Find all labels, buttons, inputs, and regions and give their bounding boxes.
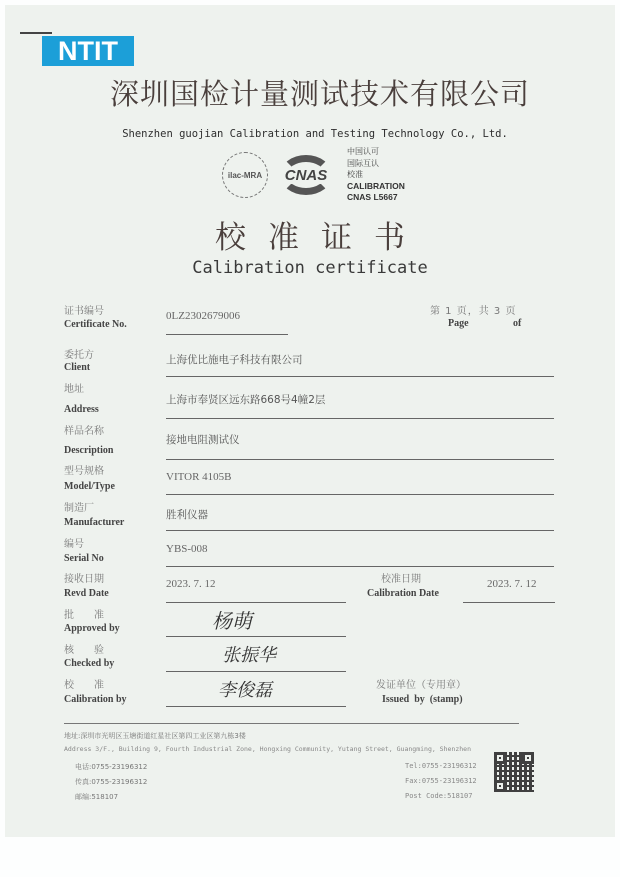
label-cn: 校准日期 [381, 574, 421, 585]
footer-post-cn: 邮编:518107 [75, 793, 119, 801]
ilac-mra-logo-icon [222, 152, 268, 198]
serial-value: YBS-008 [166, 543, 208, 555]
accr-line: 国际互认 [347, 158, 379, 168]
company-name-cn: 深圳国检计量测试技术有限公司 [109, 77, 530, 111]
underline [166, 334, 288, 335]
footer-tel-cn: 电话:0755-23196312 [75, 763, 148, 771]
label-en: Description [64, 445, 114, 456]
of-label: of [513, 318, 522, 329]
model-value: VITOR 4105B [166, 471, 232, 483]
underline [463, 602, 555, 603]
ilac-label: ilac-MRA [227, 170, 263, 180]
underline [166, 671, 346, 672]
label-en: Certificate No. [64, 319, 127, 330]
label-cn: 核 验 [64, 645, 104, 656]
label-cn: 地址 [64, 384, 84, 395]
accreditation-info [347, 146, 405, 204]
qr-finder [494, 752, 506, 764]
label-en: Approved by [64, 623, 120, 634]
qr-finder [494, 780, 506, 792]
footer-address-cn: 地址:深圳市光明区玉塘街道红星社区第四工业区第九栋3楼 [64, 732, 246, 740]
footer-divider [64, 723, 519, 724]
footer-tel-en: Tel:0755-23196312 [405, 762, 477, 770]
footer-fax-cn: 传真:0755-23196312 [75, 778, 148, 786]
underline [166, 566, 554, 567]
label-en: Serial No [64, 553, 104, 564]
accr-line: 中国认可 [347, 147, 379, 156]
label-cn: 型号规格 [64, 466, 104, 477]
label-en: Revd Date [64, 588, 109, 599]
underline [166, 376, 554, 377]
pen-mark [20, 32, 52, 34]
label-en: Calibration Date [367, 588, 439, 599]
footer-fax-en: Fax:0755-23196312 [405, 777, 477, 785]
label-cn: 编号 [64, 539, 84, 550]
title-cn: 校准证书 [215, 220, 427, 256]
stamp-label-cn: 发证单位（专用章） [376, 680, 466, 691]
label-cn: 证书编号 [64, 306, 104, 317]
underline [166, 636, 346, 637]
manufacturer-value: 胜利仪器 [166, 509, 208, 521]
footer-address-en: Address 3/F., Building 9, Fourth Industrial Zone, Hongxing Community, Yutang Street, Guangming, Shenzhen [64, 745, 471, 753]
label-cn: 委托方 [64, 350, 94, 361]
underline [166, 494, 554, 495]
qr-finder [522, 752, 534, 764]
accr-cnas-number: CNAS L5667 [347, 192, 398, 202]
label-en: Manufacturer [64, 517, 125, 528]
label-en: Client [64, 362, 91, 373]
accr-calibration: CALIBRATION [347, 180, 405, 191]
underline [166, 459, 554, 460]
ntit-logo: NTIT [42, 36, 134, 66]
cnas-logo-icon [278, 153, 334, 197]
label-en: Calibration by [64, 694, 127, 705]
label-en: Model/Type [64, 481, 115, 492]
label-en: Checked by [64, 658, 115, 669]
underline [166, 418, 554, 419]
label-cn: 制造厂 [64, 503, 94, 514]
client-value: 上海优比施电子科技有限公司 [166, 354, 303, 366]
label-cn: 校 准 [64, 680, 104, 691]
underline [166, 530, 554, 531]
title-en: Calibration certificate [192, 258, 428, 278]
address-value: 上海市奉贤区远东路668号4幢2层 [166, 394, 326, 406]
qr-code-icon [494, 752, 534, 792]
calibration-date-value: 2023. 7. 12 [487, 578, 537, 590]
description-value: 接地电阻测试仪 [166, 434, 240, 446]
page-label: Page [448, 318, 469, 329]
accr-line: 校准 [347, 170, 363, 179]
label-cn: 样品名称 [64, 426, 104, 437]
cnas-label: CNAS [284, 166, 328, 184]
footer-post-en: Post Code:518107 [405, 792, 473, 800]
label-en: Address [64, 404, 99, 415]
page-info-cn: 第 1 页，共 3 页 [430, 306, 517, 317]
checked-signature: 张振华 [222, 645, 276, 666]
underline [166, 706, 346, 707]
revd-date-value: 2023. 7. 12 [166, 578, 216, 590]
calibration-signature: 李俊磊 [218, 680, 272, 701]
label-cn: 接收日期 [64, 574, 104, 585]
approved-signature: 杨萌 [212, 609, 252, 633]
company-name-en: Shenzhen guojian Calibration and Testing Technology Co., Ltd. [122, 128, 508, 140]
underline [166, 602, 346, 603]
certificate-no-value: 0LZ2302679006 [166, 310, 240, 322]
label-cn: 批 准 [64, 610, 104, 621]
stamp-label-en: Issued by (stamp) [382, 694, 463, 705]
